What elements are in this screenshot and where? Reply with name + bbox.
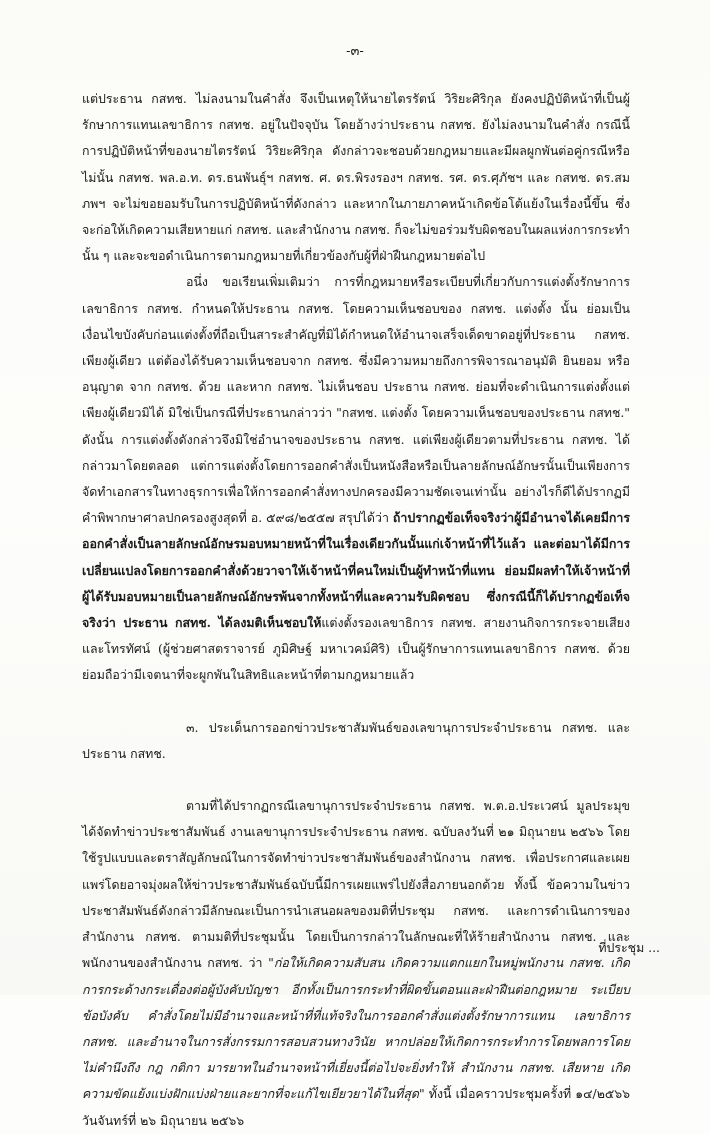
paragraph-1 — [82, 86, 630, 269]
section-3-heading-text: ๓. ประเด็นการออกข่าวประชาสัมพันธ์ของเลขานุการประจำประธาน กสทช. และประธาน กสทช. — [82, 719, 630, 761]
court-ruling-emphasis: ถ้าปรากฏข้อเท็จจริงว่าผู้มีอำนาจได้เคยมีการออกคำสั่งเป็นลายลักษณ์อักษรมอบหมายหน้าที่ในเรื่องเดียวกันนั้นแก่เจ้าหน้าที่ไว้แล้ว และต่อมาได้มีการเปลี่ยนแปลงโดยการออกคำสั่งด้วยวาจาให้เจ้าหน้าที่คนใหม่เป็นผู้ทำหน้าที่แทน ย่อมมีผลทำให้เจ้าหน้าที่ผู้ได้รับมอบหมายเป็นลายลักษณ์อักษรพ้นจากทั้งหน้าที่และความรับผิดชอบ ซึ่งกรณีนี้ก็ได้ปรากฏข้อเท็จจริงว่า ประธาน กสทช. ได้ลงมติเห็นชอบให้ — [82, 510, 630, 631]
section-3-heading — [82, 715, 630, 767]
paragraph-2-text: อนึ่ง ขอเรียนเพิ่มเติมว่า การที่กฎหมายหรือระเบียบที่เกี่ยวกับการแต่งตั้งรักษาการเลขาธิการ กสทช. กำหนดให้ประธาน กสทช. โดยความเห็นชอบของ กสทช. แต่งตั้ง นั้น ย่อมเป็นเงื่อนไขบังคับก่อนแต่งตั้งที่ถือเป็นสาระสำคัญที่มิได้กำหนดให้อำนาจเสร็จเด็ดขาดอยู่ที่ประธาน กสทช. เพียงผู้เดียว แต่ต้องได้รับความเห็นชอบจาก กสทช. ซึ่งมีความหมายถึงการพิจารณาอนุมัติ ยินยอม หรืออนุญาต จาก กสทช. ด้วย และหาก กสทช. ไม่เห็นชอบ ประธาน กสทช. ย่อมที่จะดำเนินการแต่งตั้งแต่เพียงผู้เดียวมิได้ มิใช่เป็นกรณีที่ประธานกล่าวว่า "กสทช. แต่งตั้ง โดยความเห็นชอบของประธาน กสทช." ดังนั้น การแต่งตั้งดังกล่าวจึงมิใช่อำนาจของประธาน กสทช. แต่เพียงผู้เดียวตามที่ประธาน กสทช. ได้กล่าวมาโดยตลอด แต่การแต่งตั้งโดยการออกคำสั่งเป็นหนังสือหรือเป็นลายลักษณ์อักษรนั้นเป็นเพียงการจัดทำเอกสารในทางธุรการเพื่อให้การออกคำสั่งทางปกครองมีความชัดเจนเท่านั้น อย่างไรก็ดีได้ปรากฏมีคำพิพากษาศาลปกครองสูงสุดที่ อ. ๕๙๘/๒๕๕๗ สรุปได้ว่า — [82, 274, 630, 526]
paragraph-4-text-end: ทั้งนี้ เมื่อคราวประชุมครั้งที่ ๑๔/๒๕๖๖ วันจันทร์ที่ ๒๖ มิถุนายน ๒๕๖๖ — [82, 1086, 630, 1128]
continuation-marker: ที่ประชุม ... — [598, 940, 660, 955]
paragraph-4-text: ตามที่ได้ปรากฏกรณีเลขานุการประจำประธาน กสทช. พ.ต.อ.ประเวศน์ มูลประมุขได้จัดทำข่าวประชาสัมพันธ์ งานเลขานุการประจำประธาน กสทช. ฉบับลงวันที่ ๒๑ มิถุนายน ๒๕๖๖ โดยใช้รูปแบบและตราสัญลักษณ์ในการจัดทำข่าวประชาสัมพันธ์ของสำนักงาน กสทช. เพื่อประกาศและเผยแพร่โดยอาจมุ่งผลให้ข่าวประชาสัมพันธ์ฉบับนี้มีการเผยแพร่ไปยังสื่อภายนอกด้วย ทั้งนี้ ข้อความในข่าวประชาสัมพันธ์ดังกล่าวมีลักษณะเป็นการนำเสนอผลของมติที่ประชุม กสทช. และการดำเนินการของสำนักงาน กสทช. ตามมติที่ประชุมนั้น โดยเป็นการกล่าวในลักษณะที่ให้ร้ายสำนักงาน กสทช. และพนักงานของสำนักงาน กสทช. ว่า — [82, 798, 630, 971]
document-body — [82, 86, 630, 1134]
page-number: -๓- — [346, 44, 364, 59]
press-release-quote: "ก่อให้เกิดความสับสน เกิดความแตกแยกในหมู่พนักงาน กสทช. เกิดการกระด้างกระเดื่องต่อผู้บังคับบัญชา อีกทั้งเป็นการกระทำที่ผิดขั้นตอนและฝ่าฝืนต่อกฎหมาย ระเบียบ ข้อบังคับ คำสั่งโดยไม่มีอำนาจและหน้าที่ที่แท้จริงในการออกคำสั่งแต่งตั้งรักษาการแทน เลขาธิการ กสทช. และอำนาจในการสั่งกรรมการสอบสวนทางวินัย หากปล่อยให้เกิดการกระทำการโดยพลการโดยไม่คำนึงถึง กฎ กติกา มารยาทในอำนาจหน้าที่เยี่ยงนี้ต่อไปจะยิ่งทำให้ สำนักงาน กสทช. เสียหาย เกิดความขัดแย้งแบ่งฝักแบ่งฝ่ายและยากที่จะแก้ไขเยียวยาได้ในที่สุด" — [82, 955, 630, 1102]
paragraph-1-text: แต่ประธาน กสทช. ไม่ลงนามในคำสั่ง จึงเป็นเหตุให้นายไตรรัตน์ วิริยะศิริกุล ยังคงปฏิบัติหน้าที่เป็นผู้รักษาการแทนเลขาธิการ กสทช. อยู่ในปัจจุบัน โดยอ้างว่าประธาน กสทช. ยังไม่ลงนามในคำสั่ง กรณีนี้การปฏิบัติหน้าที่ของนายไตรรัตน์ วิริยะศิริกุล ดังกล่าวจะชอบด้วยกฎหมายและมีผลผูกพันต่อคู่กรณีหรือไม่นั้น กสทช. พล.อ.ท. ดร.ธนพันธุ์ฯ กสทช. ศ. ดร.พิรงรองฯ กสทช. รศ. ดร.ศุภัชฯ และ กสทช. ดร.สมภพฯ จะไม่ขอยอมรับในการปฏิบัติหน้าที่ดังกล่าว และหากในภายภาคหน้าเกิดข้อโต้แย้งในเรื่องนี้ขึ้น ซึ่งจะก่อให้เกิดความเสียหายแก่ กสทช. และสำนักงาน กสทช. ก็จะไม่ขอร่วมรับผิดชอบในผลแห่งการกระทำนั้น ๆ และจะขอดำเนินการตามกฎหมายที่เกี่ยวข้องกับผู้ที่ฝ่าฝืนกฎหมายต่อไป — [82, 91, 630, 264]
paragraph-2 — [82, 269, 630, 688]
paragraph-2-text-end: แต่งตั้งรองเลขาธิการ กสทช. สายงานกิจการกระจายเสียงและโทรทัศน์ (ผู้ช่วยศาสตราจารย์ ภูมิศิษฐ์ มหาเวคม์ศิริ) เป็นผู้รักษาการแทนเลขาธิการ กสทช. ด้วย ย่อมถือว่ามีเจตนาที่จะผูกพันในสิทธิและหน้าที่ตามกฎหมายแล้ว — [82, 615, 630, 683]
paragraph-4 — [82, 793, 630, 1134]
